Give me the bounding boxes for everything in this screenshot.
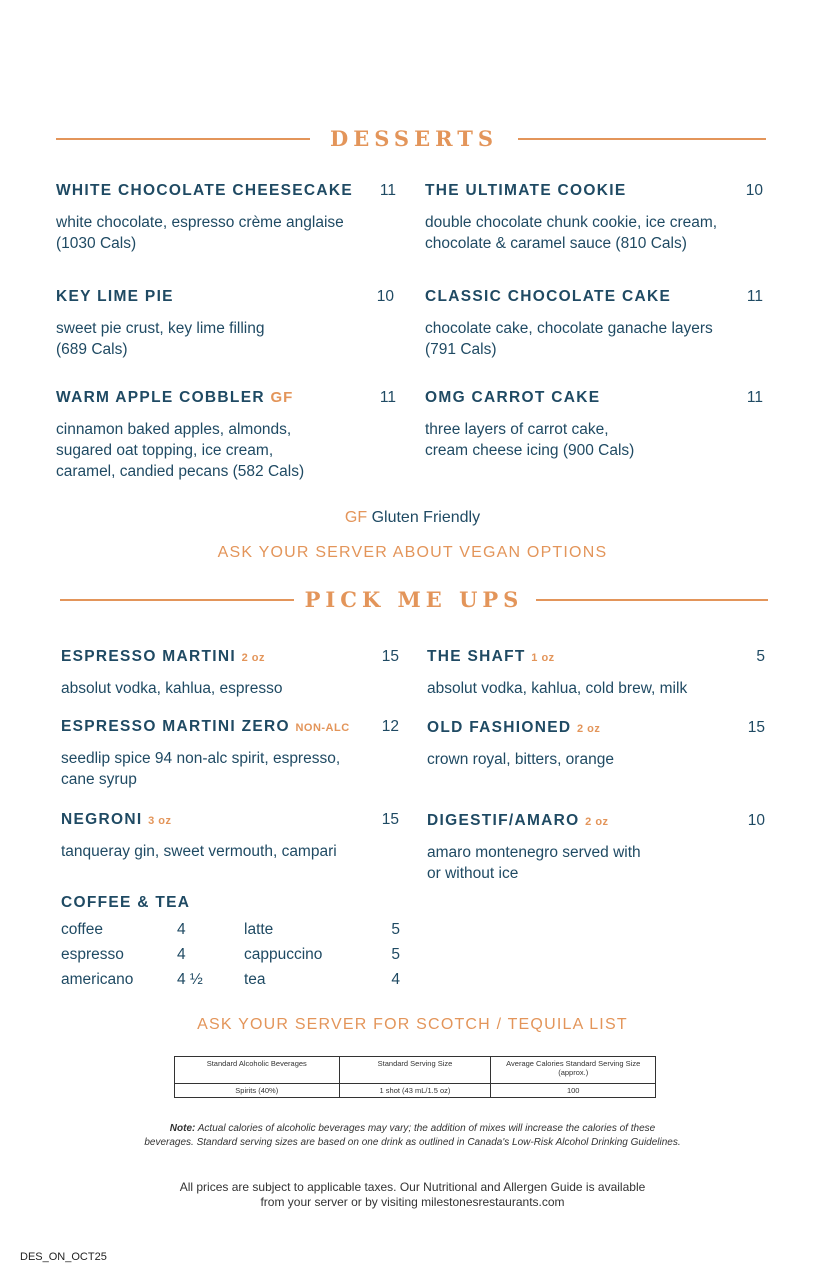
item-description: seedlip spice 94 non-alc spirit, espresso, cane syrup — [61, 750, 341, 788]
menu-code: DES_ON_OCT25 — [20, 1251, 107, 1263]
footer-disclaimer: All prices are subject to applicable taxes. Our Nutritional and Allergen Guide is available from your server or by visiting milestonesrestaurants.com — [179, 1180, 646, 1209]
item-name: CLASSIC CHOCOLATE CAKE — [425, 288, 672, 305]
item-description: crown royal, bitters, orange — [427, 751, 614, 768]
scotch-tequila-note: ASK YOUR SERVER FOR SCOTCH / TEQUILA LIST — [197, 1016, 628, 1033]
menu-item — [61, 648, 399, 698]
coffee-name: coffee — [61, 921, 103, 938]
gf-key: GF — [344, 509, 368, 526]
item-price: 10 — [376, 288, 394, 305]
item-name: KEY LIME PIE — [56, 288, 174, 305]
size-tag: 3 oz — [148, 815, 172, 827]
table-cell: 1 shot (43 mL/1.5 oz) — [339, 1084, 491, 1098]
table-cell: 100 — [491, 1084, 656, 1098]
item-name: OLD FASHIONED — [427, 719, 572, 736]
coffee-name: tea — [244, 971, 266, 988]
table-header: Standard Alcoholic Beverages — [175, 1057, 340, 1084]
menu-item — [56, 389, 396, 489]
table-header: Standard Serving Size — [339, 1057, 491, 1084]
item-description: chocolate cake, chocolate ganache layers (791 Cals) — [425, 320, 713, 358]
menu-item — [427, 812, 765, 884]
pick-me-ups-title: PICK ME UPS — [304, 587, 524, 612]
item-name: THE SHAFT — [427, 648, 526, 665]
item-price: 10 — [747, 812, 765, 829]
item-description: absolut vodka, kahlua, espresso — [61, 680, 283, 697]
table-row — [175, 1057, 656, 1084]
item-name: ESPRESSO MARTINI ZERO — [61, 718, 290, 735]
menu-item — [61, 811, 399, 861]
menu-item — [56, 182, 396, 262]
divider — [60, 599, 294, 601]
desserts-title: DESSERTS — [330, 126, 498, 151]
menu-item — [61, 718, 399, 790]
item-description: three layers of carrot cake, cream cheese icing (900 Cals) — [425, 421, 635, 459]
table-cell: Spirits (40%) — [175, 1084, 340, 1098]
coffee-price: 4 — [177, 921, 186, 938]
coffee-name: espresso — [61, 946, 124, 963]
item-price: 10 — [745, 182, 763, 199]
menu-item — [427, 719, 765, 769]
item-name: DIGESTIF/AMARO — [427, 812, 580, 829]
coffee-name: latte — [244, 921, 274, 938]
divider — [536, 599, 768, 601]
item-name: NEGRONI — [61, 811, 143, 828]
coffee-name: americano — [61, 971, 134, 988]
note-text: beverages. Standard serving sizes are based on one drink as outlined in Canada's Low-Risk Alcohol Drinking Guidelines. — [144, 1137, 681, 1148]
menu-item — [425, 182, 763, 262]
desserts-header — [0, 126, 825, 156]
size-tag: 1 oz — [531, 652, 555, 664]
item-price: 15 — [747, 719, 765, 736]
item-price: 15 — [381, 811, 399, 828]
item-description: amaro montenegro served with or without ice — [427, 844, 641, 882]
coffee-price: 4 — [177, 946, 186, 963]
item-description: white chocolate, espresso crème anglaise (1030 Cals) — [56, 214, 344, 252]
item-price: 12 — [381, 718, 399, 735]
item-name: WHITE CHOCOLATE CHEESECAKE — [56, 182, 354, 199]
size-tag: 2 oz — [576, 723, 601, 735]
item-price: 5 — [756, 648, 765, 665]
note-text: Actual calories of alcoholic beverages may vary; the addition of mixes will increase the calories of these — [195, 1123, 656, 1134]
coffee-name: cappuccino — [244, 946, 323, 963]
divider — [518, 138, 766, 140]
coffee-price: 5 — [391, 946, 400, 963]
item-description: sweet pie crust, key lime filling (689 Cals) — [56, 320, 265, 358]
size-tag: 2 oz — [585, 816, 609, 828]
coffee-tea-title: COFFEE & TEA — [61, 894, 191, 911]
coffee-price: 4 ½ — [177, 971, 203, 988]
coffee-price: 5 — [391, 921, 400, 938]
size-tag: 2 oz — [241, 652, 265, 664]
item-name: THE ULTIMATE COOKIE — [425, 182, 627, 199]
menu-item — [425, 389, 763, 469]
gf-legend — [0, 509, 825, 527]
non-alc-tag: NON-ALC — [295, 722, 350, 734]
item-description: tanqueray gin, sweet vermouth, campari — [61, 843, 337, 860]
item-price: 15 — [381, 648, 399, 665]
item-name: ESPRESSO MARTINI — [61, 648, 236, 665]
item-price: 11 — [746, 389, 763, 406]
item-price: 11 — [746, 288, 763, 305]
divider — [56, 138, 310, 140]
item-description: double chocolate chunk cookie, ice cream, chocolate & caramel sauce (810 Cals) — [425, 214, 718, 252]
table-header: Average Calories Standard Serving Size (approx.) — [491, 1057, 656, 1084]
item-price: 11 — [379, 389, 396, 406]
item-name: WARM APPLE COBBLER — [56, 389, 265, 406]
item-price: 11 — [379, 182, 396, 199]
calorie-table — [174, 1056, 656, 1098]
gf-tag: GF — [270, 389, 294, 406]
item-description: cinnamon baked apples, almonds, sugared oat topping, ice cream, caramel, candied pecans (582 Cals) — [56, 421, 305, 480]
coffee-price: 4 — [391, 971, 400, 988]
table-row — [175, 1084, 656, 1098]
menu-item — [427, 648, 765, 698]
calorie-note — [0, 1122, 825, 1150]
pick-me-ups-header — [0, 587, 825, 617]
menu-item — [56, 288, 394, 368]
item-name: OMG CARROT CAKE — [425, 389, 601, 406]
note-label: Note: — [169, 1123, 196, 1134]
vegan-note: ASK YOUR SERVER ABOUT VEGAN OPTIONS — [217, 544, 608, 561]
item-description: absolut vodka, kahlua, cold brew, milk — [427, 680, 688, 697]
gf-label: Gluten Friendly — [367, 509, 481, 526]
menu-item — [425, 288, 763, 368]
